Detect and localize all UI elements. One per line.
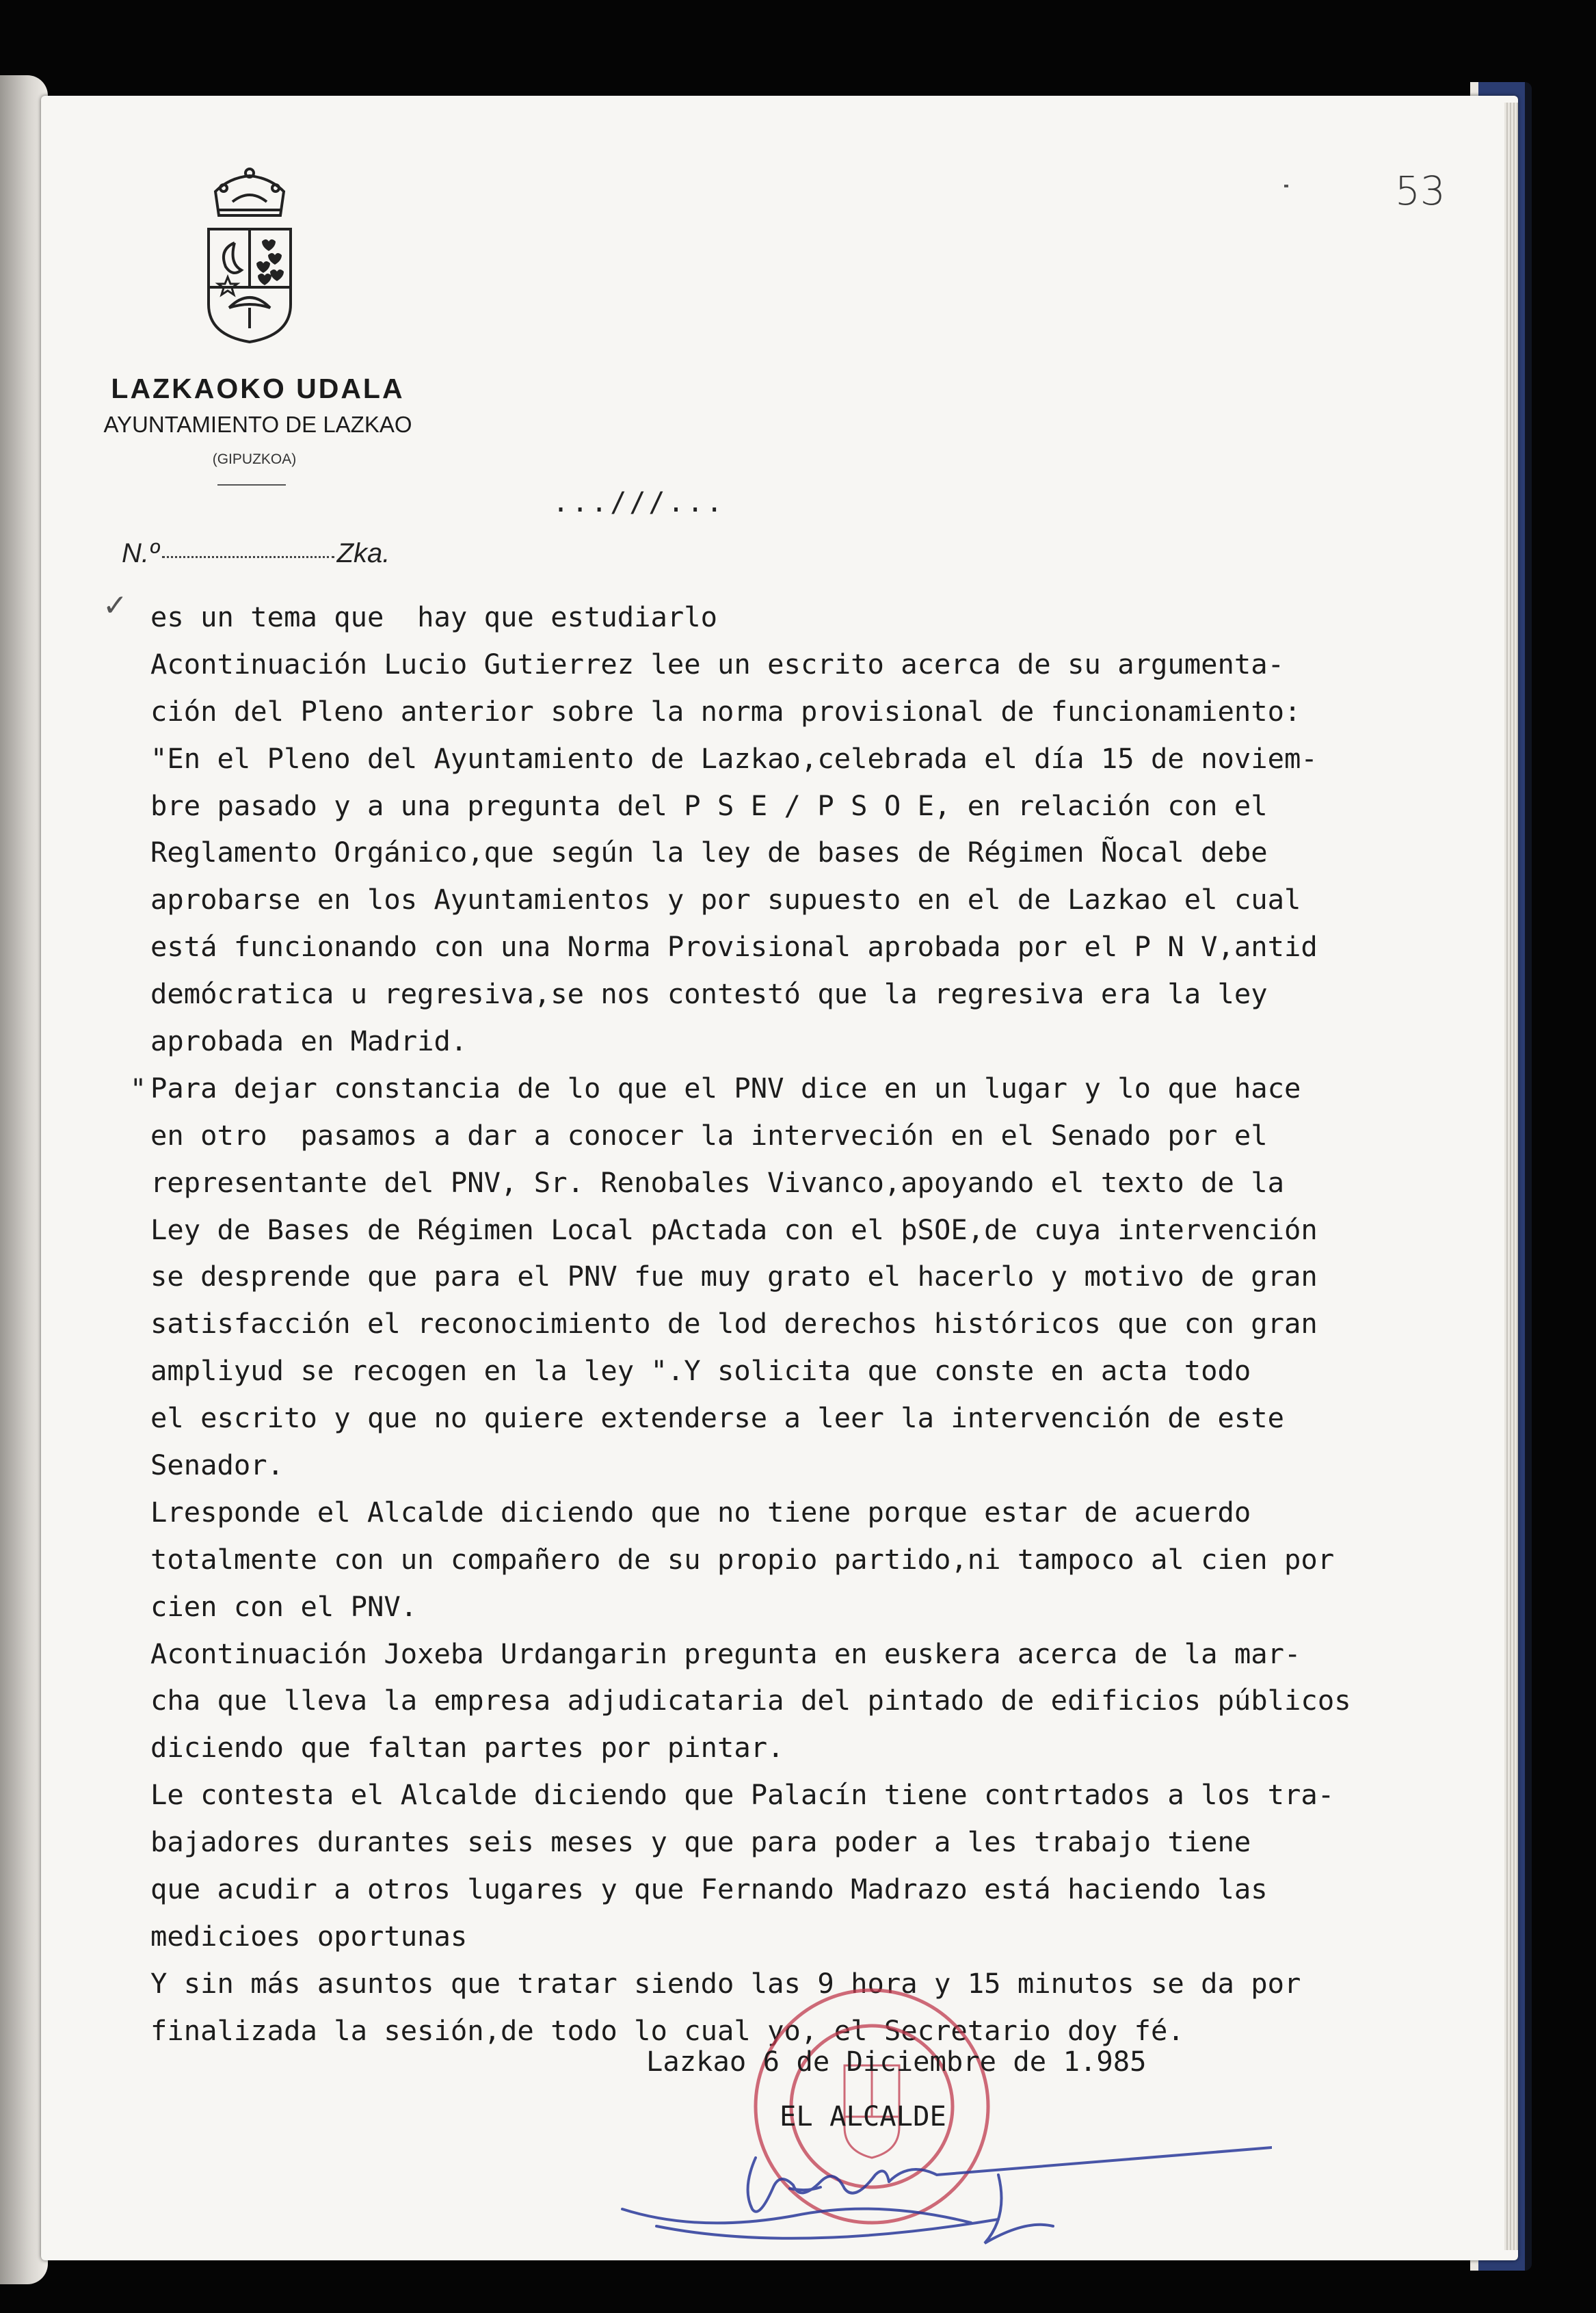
text-line: finalizada la sesión,de todo lo cual yo, el Secretario doy fé. xyxy=(150,2013,1184,2047)
text-line: Ley de Bases de Régimen Local pActada con el þSOE,de cuya intervención xyxy=(150,1213,1318,1246)
text-line: cha que lleva la empresa adjudicataria del pintado de edificios públicos xyxy=(150,1684,1351,1717)
org-name-spanish: AYUNTAMIENTO DE LAZKAO xyxy=(103,412,412,437)
page-mark xyxy=(1284,185,1288,187)
text-line: Acontinuación Lucio Gutierrez lee un escrito acerca de su argumenta- xyxy=(150,647,1285,680)
text-line: Senador. xyxy=(150,1449,284,1482)
number-field xyxy=(122,538,390,569)
text-line: cien con el PNV. xyxy=(150,1589,418,1623)
text-line: diciendo que faltan partes por pintar. xyxy=(150,1731,784,1765)
mayor-signature xyxy=(615,2106,1272,2264)
text-line: Lresponde el Alcalde diciendo que no tiene porque estar de acuerdo xyxy=(150,1495,1251,1529)
letterhead-divider xyxy=(217,484,286,486)
page-stack-edge xyxy=(1504,103,1518,2250)
coat-of-arms-icon xyxy=(202,168,297,352)
text-line: aprobada en Madrid. xyxy=(150,1025,468,1058)
check-mark-icon: ✓ xyxy=(103,588,128,623)
page-number: 53 xyxy=(1395,168,1446,214)
text-line: medicioes oportunas xyxy=(150,1919,468,1953)
text-line: Y sin más asuntos que tratar siendo las 9 hora y 15 minutos se da por xyxy=(150,1966,1301,2000)
text-line: demócratica u regresiva,se nos contestó que la regresiva era la ley xyxy=(150,977,1268,1011)
text-line: "En el Pleno del Ayuntamiento de Lazkao,celebrada el día 15 de noviem- xyxy=(150,741,1318,775)
minutes-body xyxy=(150,594,1504,2054)
text-line: ción del Pleno anterior sobre la norma provisional de funcionamiento: xyxy=(150,694,1301,728)
text-line: en otro pasamos a dar a conocer la interveción en el Senado por el xyxy=(150,1118,1268,1152)
text-line: que acudir a otros lugares y que Fernando Madrazo está haciendo las xyxy=(150,1873,1268,1906)
text-line: se desprende que para el PNV fue muy grato el hacerlo y motivo de gran xyxy=(150,1260,1318,1293)
number-field-prefix: N.º xyxy=(122,538,159,568)
text-line: aprobarse en los Ayuntamientos y por supuesto en el de Lazkao el cual xyxy=(150,883,1301,916)
signer-title: EL ALCALDE xyxy=(780,2100,946,2132)
text-line: bajadores durantes seis meses y que para poder a les trabajo tiene xyxy=(150,1825,1251,1859)
place-and-date: Lazkao 6 de Diciembre de 1.985 xyxy=(646,2045,1147,2078)
quote-mark-icon: " xyxy=(130,1074,147,1105)
number-field-suffix: Zka. xyxy=(336,538,390,568)
continuation-mark: ...///... xyxy=(553,487,726,518)
text-line: es un tema que hay que estudiarlo xyxy=(150,600,718,633)
text-line: el escrito y que no quiere extenderse a leer la intervención de este xyxy=(150,1401,1285,1435)
text-line: representante del PNV, Sr. Renobales Vivanco,apoyando el texto de la xyxy=(150,1165,1285,1199)
text-line: bre pasado y a una pregunta del P S E / P S O E, en relación con el xyxy=(150,789,1268,822)
text-line: Le contesta el Alcalde diciendo que Palacín tiene contrtados a los tra- xyxy=(150,1778,1335,1812)
org-name: LAZKAOKO UDALA xyxy=(111,373,405,404)
text-line: está funcionando con una Norma Provisional aprobada por el P N V,antid xyxy=(150,930,1318,964)
text-line: Para dejar constancia de lo que el PNV dice en un lugar y lo que hace xyxy=(150,1071,1301,1105)
text-line: ampliyud se recogen en la ley ".Y solicita que conste en acta todo xyxy=(150,1354,1251,1388)
text-line: satisfacción el reconocimiento de lod derechos históricos que con gran xyxy=(150,1307,1318,1340)
province: (GIPUZKOA) xyxy=(212,451,297,467)
text-line: totalmente con un compañero de su propio partido,ni tampoco al cien por xyxy=(150,1542,1335,1576)
text-line: Acontinuación Joxeba Urdangarin pregunta en euskera acerca de la mar- xyxy=(150,1637,1301,1670)
text-line: Reglamento Orgánico,que según la ley de bases de Régimen Ñocal debe xyxy=(150,836,1268,869)
number-field-blank xyxy=(162,556,334,558)
